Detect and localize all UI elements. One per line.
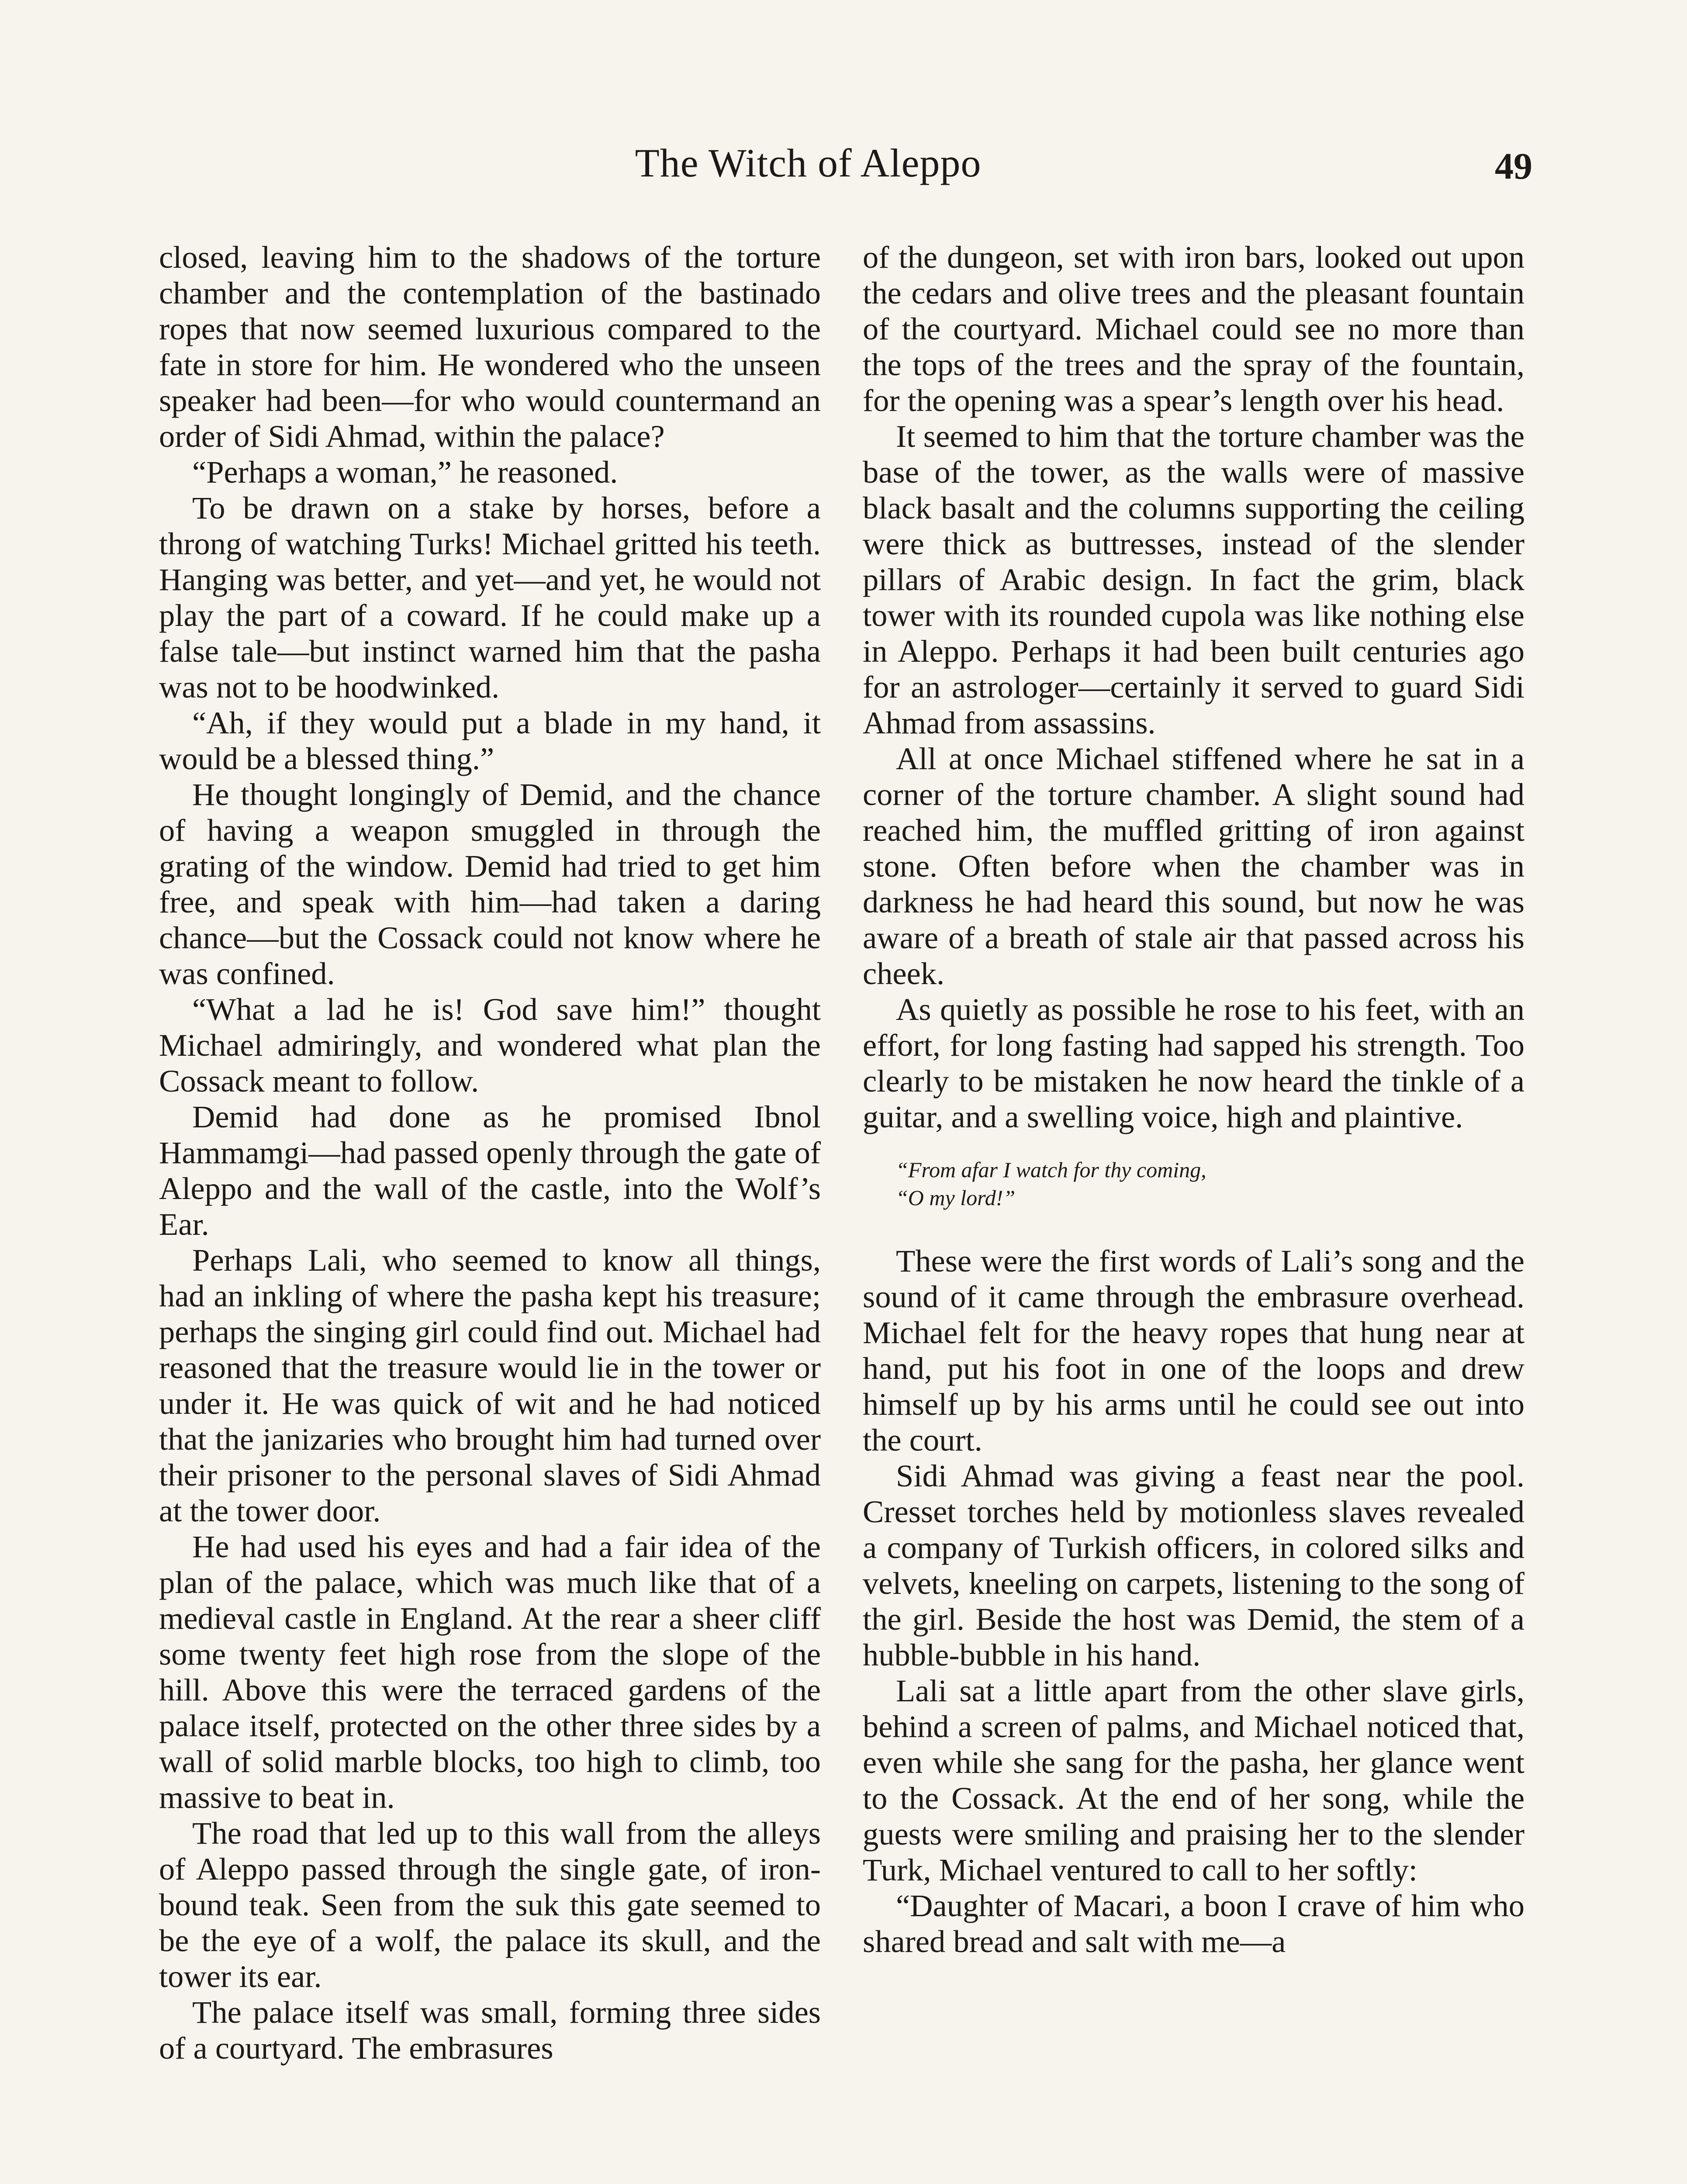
paragraph: It seemed to him that the torture chamber was the base of the tower, as the walls were of massive black basalt and the columns supporting the ceiling were thick as buttresses, instead of the slender pillars of Arabic design. In fact the grim, black tower with its rounded cupola was like nothing else in Aleppo. Perhaps it had been built centuries ago for an astrologer—certainly it served to guard Sidi Ahmad from assassins.	[863, 418, 1525, 740]
paragraph: closed, leaving him to the shadows of the torture chamber and the contemplation of the bastinado ropes that now seemed luxurious compared to the fate in store for him. He wondered who the unseen speaker had been—for who would countermand an order of Sidi Ahmad, within the palace?	[159, 239, 821, 454]
paragraph: Sidi Ahmad was giving a feast near the pool. Cresset torches held by motionless slaves revealed a company of Turkish officers, in colored silks and velvets, kneeling on carpets, listening to the song of the girl. Beside the host was Demid, the stem of a hubble-bubble in his hand.	[863, 1458, 1525, 1673]
page-number: 49	[1495, 145, 1532, 187]
paragraph: Perhaps Lali, who seemed to know all things, had an inkling of where the pasha kept his treasure; perhaps the singing girl could find out. Michael had reasoned that the treasure would lie in the tower or under it. He was quick of wit and he had noticed that the janizaries who brought him had turned over their prisoner to the personal slaves of Sidi Ahmad at the tower door.	[159, 1242, 821, 1528]
paragraph: The road that led up to this wall from the alleys of Aleppo passed through the single gate, of iron-bound teak. Seen from the suk this gate seemed to be the eye of a wolf, the palace its skull, and the tower its ear.	[159, 1815, 821, 1994]
right-column	[863, 239, 1525, 1959]
paragraph: of the dungeon, set with iron bars, looked out upon the cedars and olive trees and the pleasant fountain of the courtyard. Michael could see no more than the tops of the trees and the spray of the fountain, for the opening was a spear’s length over his head.	[863, 239, 1525, 418]
paragraph: The palace itself was small, forming three sides of a courtyard. The embrasures	[159, 1994, 821, 2066]
paragraph: “What a lad he is! God save him!” thought Michael admiringly, and wondered what plan the Cossack meant to follow.	[159, 992, 821, 1099]
song-verse	[896, 1156, 1525, 1212]
paragraph: To be drawn on a stake by horses, before a throng of watching Turks! Michael gritted his teeth. Hanging was better, and yet—and yet, he would not play the part of a coward. If he could make up a false tale—but instinct warned him that the pasha was not to be hoodwinked.	[159, 490, 821, 705]
paragraph: He had used his eyes and had a fair idea of the plan of the palace, which was much like that of a medieval castle in England. At the rear a sheer cliff some twenty feet high rose from the slope of the hill. Above this were the terraced gardens of the palace itself, protected on the other three sides by a wall of solid marble blocks, too high to climb, too massive to beat in.	[159, 1529, 821, 1815]
paragraph: Lali sat a little apart from the other slave girls, behind a screen of palms, and Michael noticed that, even while she sang for the pasha, her glance went to the Cossack. At the end of her song, while the guests were smiling and praising her to the slender Turk, Michael ventured to call to her softly:	[863, 1673, 1525, 1887]
paragraph: “Perhaps a woman,” he reasoned.	[192, 454, 618, 490]
paragraph: He thought longingly of Demid, and the chance of having a weapon smuggled in through the grating of the window. Demid had tried to get him free, and speak with him—had taken a daring chance—but the Cossack could not know where he was confined.	[159, 777, 821, 991]
paragraph: As quietly as possible he rose to his feet, with an effort, for long fasting had sapped his strength. Too clearly to be mistaken he now heard the tinkle of a guitar, and a swelling voice, high and plaintive.	[863, 992, 1525, 1134]
verse-line: “From afar I watch for thy coming,	[896, 1158, 1206, 1182]
paragraph: These were the first words of Lali’s song and the sound of it came through the embrasure overhead. Michael felt for the heavy ropes that hung near at hand, put his foot in one of the loops and drew himself up by his arms until he could see out into the court.	[863, 1243, 1525, 1458]
verse-line: “O my lord!”	[896, 1185, 1016, 1210]
paragraph: “Daughter of Macari, a boon I crave of him who shared bread and salt with me—a	[863, 1888, 1525, 1959]
running-title: The Witch of Aleppo	[635, 141, 982, 185]
paragraph: “Ah, if they would put a blade in my hand, it would be a blessed thing.”	[159, 705, 821, 776]
left-column	[159, 239, 821, 2066]
paragraph: Demid had done as he promised Ibnol Hammamgi—had passed openly through the gate of Aleppo and the wall of the castle, into the Wolf’s Ear.	[159, 1099, 821, 1242]
paragraph: All at once Michael stiffened where he sat in a corner of the torture chamber. A slight sound had reached him, the muffled gritting of iron against stone. Often before when the chamber was in darkness he had heard this sound, but now he was aware of a breath of stale air that passed across his cheek.	[863, 741, 1525, 991]
